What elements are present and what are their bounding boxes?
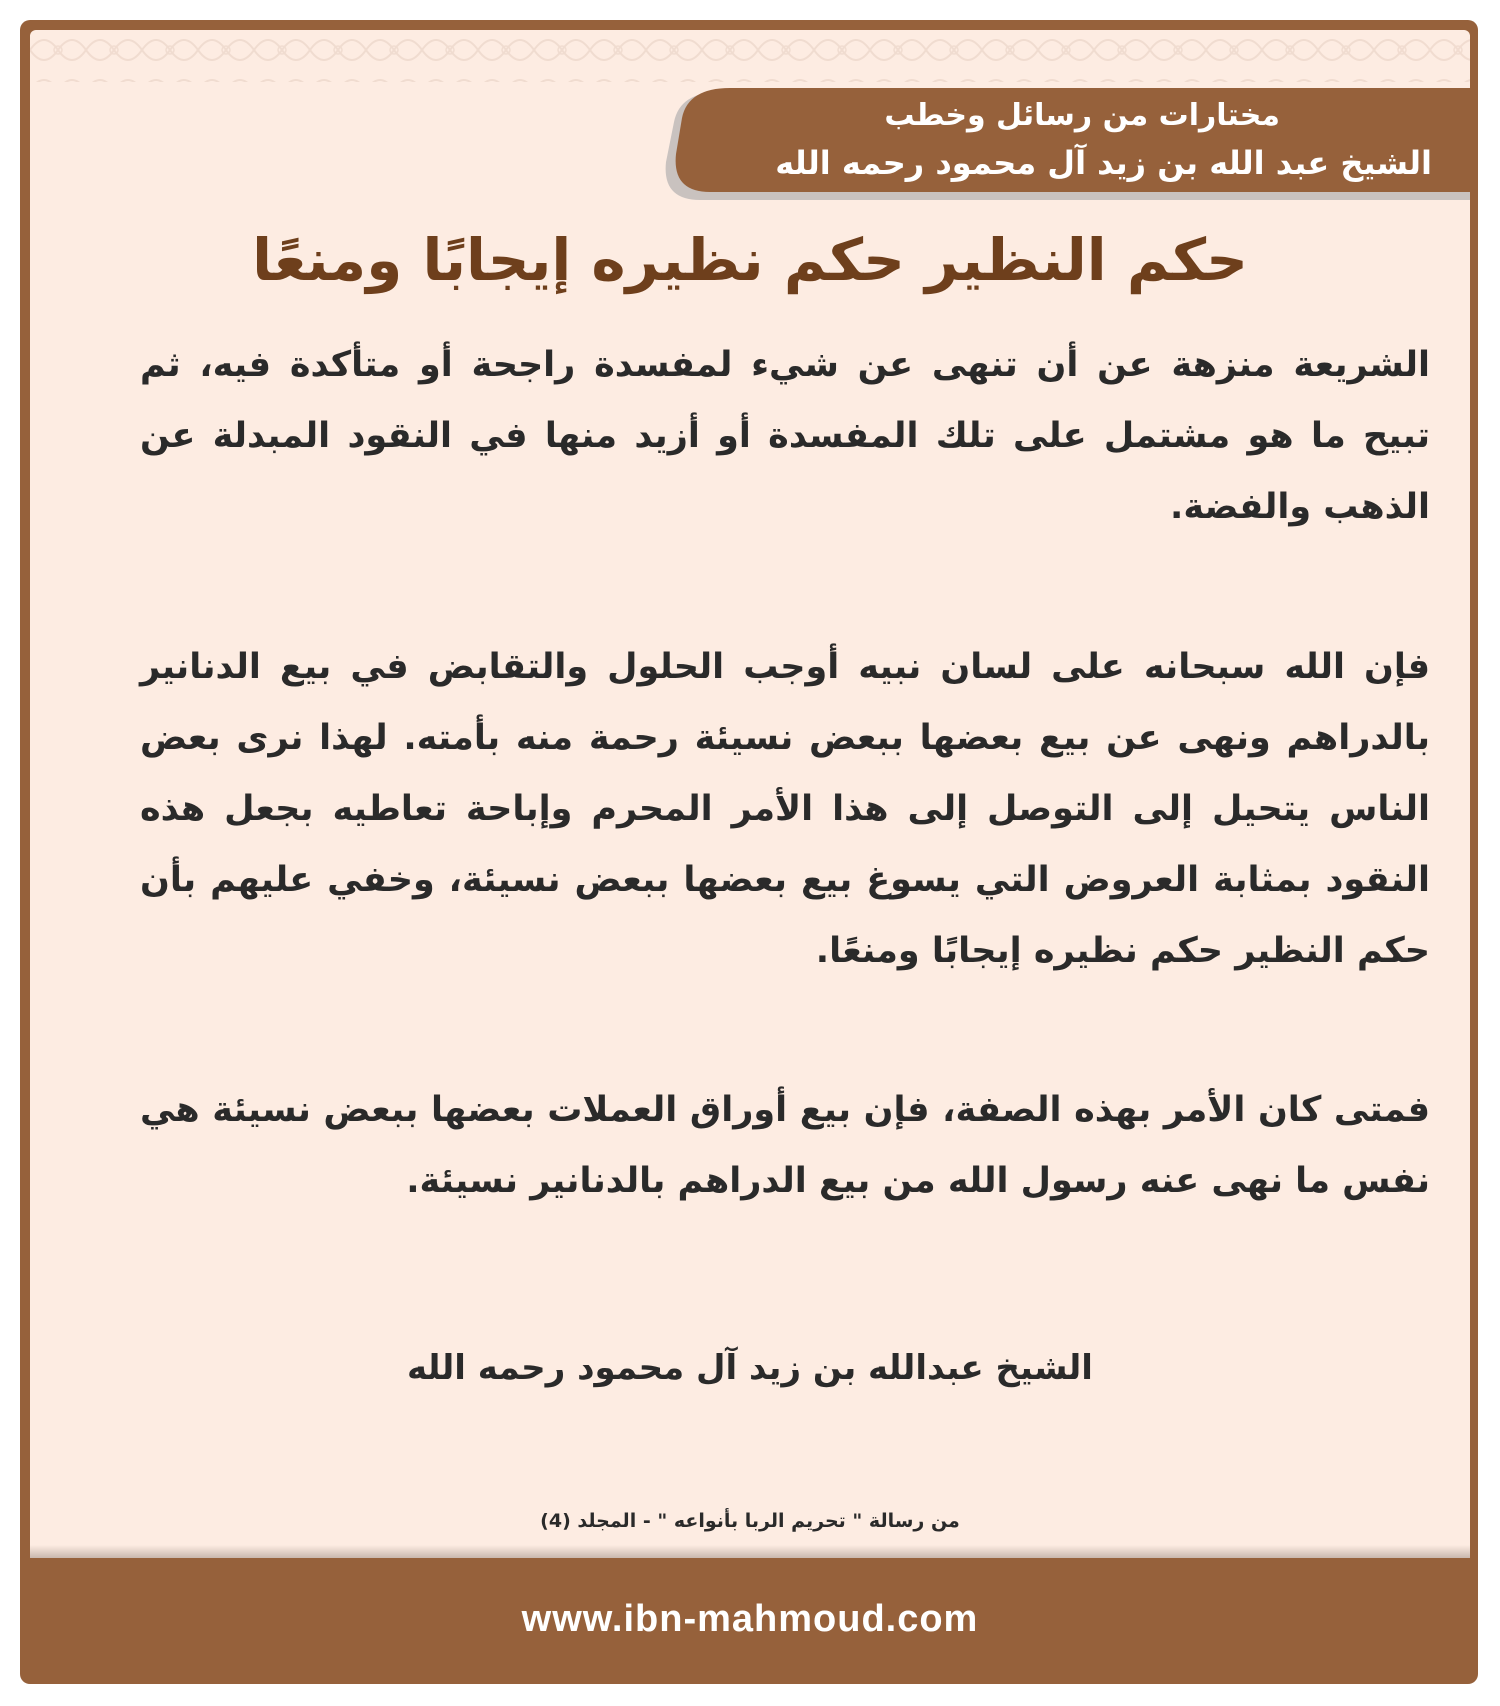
website-link[interactable]: www.ibn-mahmoud.com: [521, 1598, 979, 1640]
source-note: من رسالة " تحريم الربا بأنواعه " - المجلد (4): [540, 1510, 960, 1532]
signature: الشيخ عبدالله بن زيد آل محمود رحمه الله: [407, 1348, 1093, 1388]
paragraph-3: فمتى كان الأمر بهذه الصفة، فإن بيع أوراق العملات بعضها ببعض نسيئة هي نفس ما نهى عنه رسول الله من بيع الدراهم بالدنانير نسيئة.: [140, 1090, 1430, 1201]
paragraph-1: الشريعة منزهة عن أن تنهى عن شيء لمفسدة راجحة أو متأكدة فيه، ثم تبيح ما هو مشتمل على تلك المفسدة أو أزيد منها في النقود المبدلة عن الذهب والفضة.: [140, 345, 1430, 527]
content-panel: [30, 30, 1470, 1558]
paragraph-2: فإن الله سبحانه على لسان نبيه أوجب الحلول والتقابض في بيع الدنانير بالدراهم ونهى عن بيع بعضها ببعض نسيئة رحمة منه بأمته. لهذا نرى بعض الناس يتحيل إلى التوصل إلى هذا الأمر المحرم وإباحة تعاطيه بجعل هذه النقود بمثابة العروض التي يسوغ بيع بعضها ببعض نسيئة، وخفي عليهم بأن حكم النظير حكم نظيره إيجابًا ومنعًا.: [140, 647, 1430, 971]
header-author: الشيخ عبد الله بن زيد آل محمود رحمه الله: [775, 144, 1432, 182]
panel-bottom-shadow: [30, 1545, 1470, 1558]
decorative-pattern: [30, 30, 1470, 90]
page-title: حكم النظير حكم نظيره إيجابًا ومنعًا: [252, 226, 1248, 294]
header-subtitle: مختارات من رسائل وخطب: [884, 98, 1280, 133]
header-ribbon: [660, 88, 1470, 208]
